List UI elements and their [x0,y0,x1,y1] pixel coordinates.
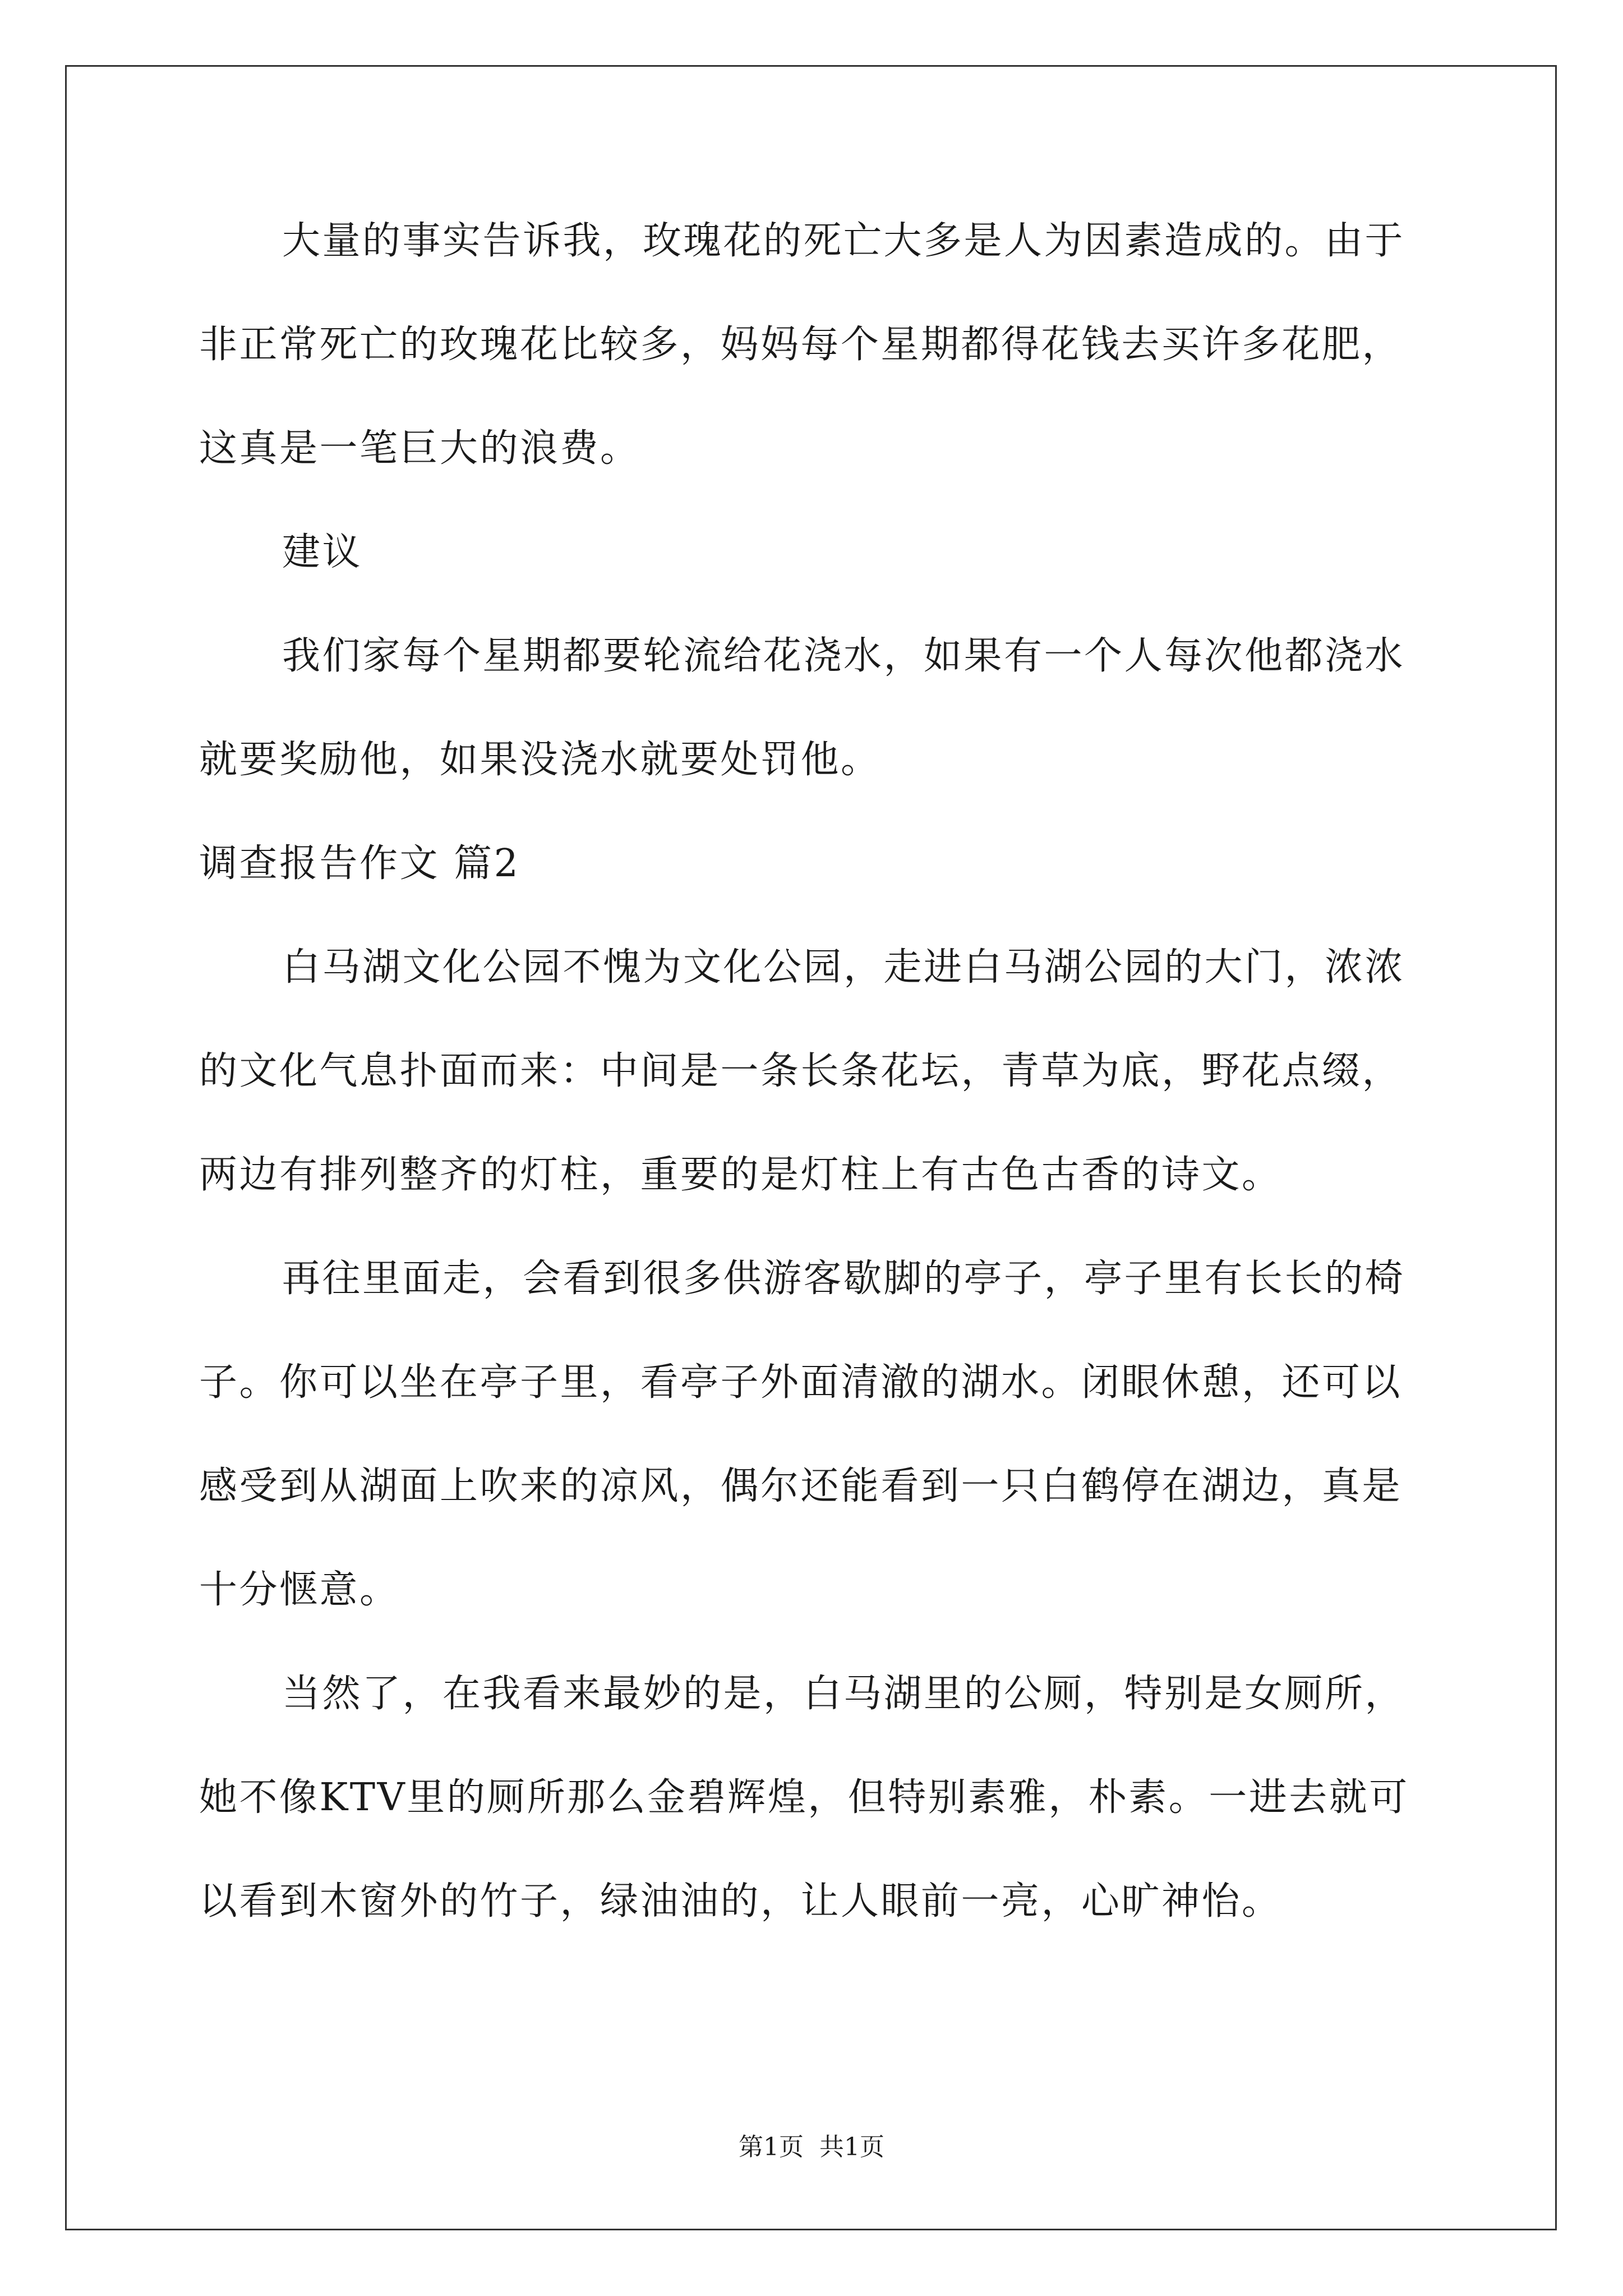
section-label: 建议 [282,530,363,574]
page-number: 第1页 [739,2133,804,2161]
paragraph-line: 大量的事实告诉我，玫瑰花的死亡大多是人为因素造成的。由于 [282,219,1405,263]
paragraph-line: 她不像KTV里的厕所那么金碧辉煌，但特别素雅，朴素。一进去就可 [199,1775,1409,1820]
paragraph-line: 感受到从湖面上吹来的凉风，偶尔还能看到一只白鹤停在湖边，真是 [199,1464,1403,1508]
paragraph-line: 就要奖励他，如果没浇水就要处罚他。 [199,738,881,782]
page-footer [0,2132,1623,2163]
paragraph-line: 两边有排列整齐的灯柱，重要的是灯柱上有古色古香的诗文。 [199,1153,1282,1197]
paragraph-line: 以看到木窗外的竹子，绿油油的，让人眼前一亮，心旷神怡。 [199,1879,1282,1924]
paragraph-line: 子。你可以坐在亭子里，看亭子外面清澈的湖水。闭眼休憩，还可以 [199,1360,1403,1405]
paragraph-line: 当然了，在我看来最妙的是，白马湖里的公厕，特别是女厕所， [282,1672,1405,1716]
paragraph-line: 再往里面走，会看到很多供游客歇脚的亭子，亭子里有长长的椅 [282,1257,1405,1301]
paragraph-line: 这真是一笔巨大的浪费。 [199,426,640,471]
paragraph-line: 白马湖文化公园不愧为文化公园，走进白马湖公园的大门，浓浓 [282,945,1405,990]
page-total: 共1页 [819,2133,884,2161]
paragraph-line: 十分惬意。 [199,1568,400,1612]
section-heading: 调查报告作文 篇2 [199,841,520,886]
paragraph-line: 非正常死亡的玫瑰花比较多，妈妈每个星期都得花钱去买许多花肥， [199,323,1403,367]
paragraph-line: 我们家每个星期都要轮流给花浇水，如果有一个人每次他都浇水 [282,634,1405,678]
paragraph-line: 的文化气息扑面而来：中间是一条长条花坛，青草为底，野花点缀， [199,1049,1403,1093]
